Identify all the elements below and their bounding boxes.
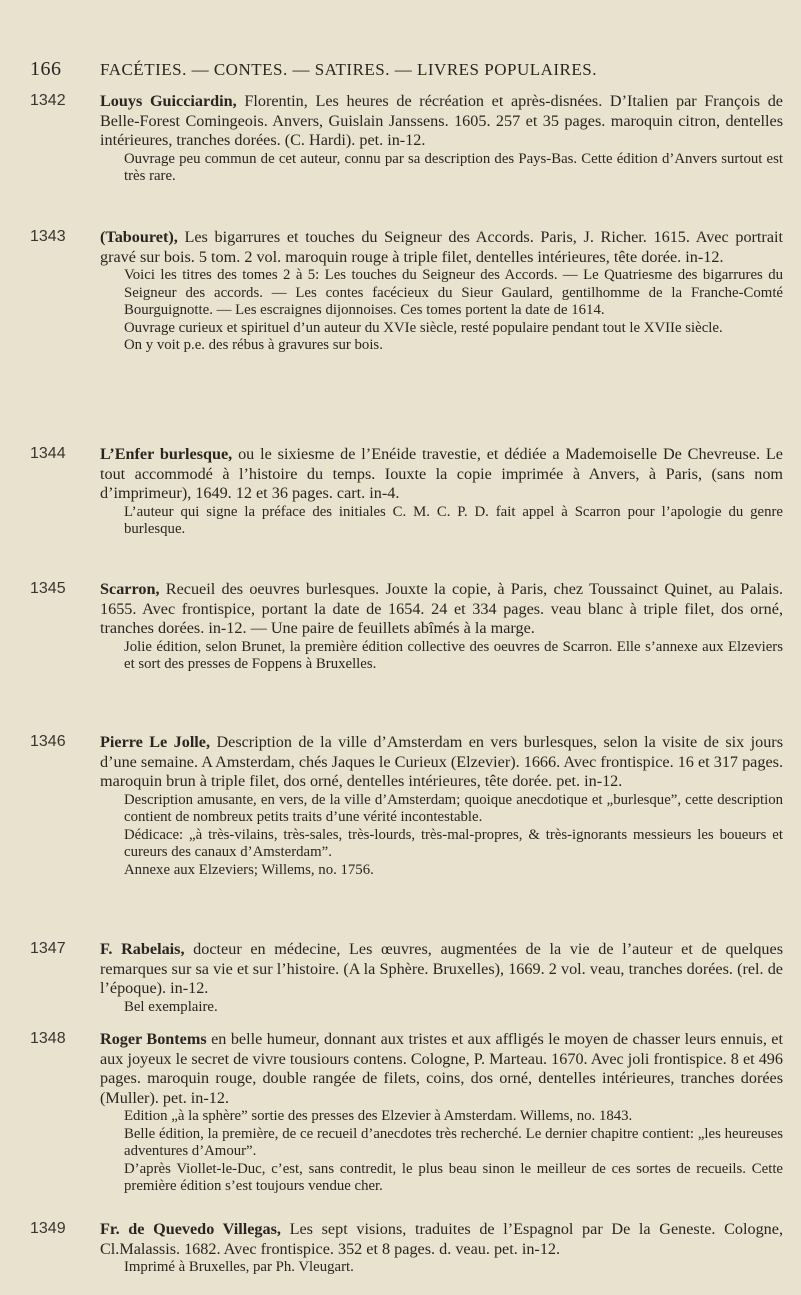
entry-author: Roger Bontems (100, 1030, 207, 1048)
lot-number: 1349 (30, 1220, 66, 1237)
entry-text: Florentin, Les heures de récréation et après-disnées. D’Italien par François de Belle-Forest Comingeois. Anvers, Guislain Janssens. 1605. 257 et 35 pages. maroquin citron, dentelles intérieures, tranches dorées. (C. Hardi). pet. in-12. (100, 92, 783, 150)
entry-author: L’Enfer burlesque, (100, 445, 233, 463)
lot-number: 1345 (30, 580, 66, 597)
entry-body (100, 1220, 783, 1277)
entry-note: Jolie édition, selon Brunet, la première édition collective des oeuvres de Scarron. Elle s’annexe aux Elzeviers et sort des presses de Foppens à Bruxelles. (124, 638, 783, 673)
lot-number: 1346 (30, 733, 66, 750)
entry-note: Bel exemplaire. (124, 998, 218, 1015)
entry-body (100, 940, 783, 1016)
entry-body (100, 92, 783, 186)
entry-text: ou le sixiesme de l’Enéide travestie, et dédiée a Mademoiselle De Chevreuse. Le tout accommodé à l’histoire du temps. Iouxte la copie imprimée à Anvers, à Paris, (sans nom d’imprimeur), 1649. 12 et 36 pages. cart. in-4. (100, 445, 783, 503)
entry-text: docteur en médecine, Les œuvres, augmentées de la vie de l’auteur et de quelques remarques sur sa vie et sur l’histoire. (A la Sphère. Bruxelles), 1669. 2 vol. veau, tranches dorées. (rel. de l’époque). in-12. (100, 940, 783, 998)
lot-number: 1342 (30, 92, 66, 109)
entry-body (100, 228, 783, 355)
entry-note: Voici les titres des tomes 2 à 5: Les touches du Seigneur des Accords. — Le Quatriesme des bigarrures du Seigneur des accords. — Les contes facécieux du Sieur Gaulard, gentilhomme de la Franche-Comté Bourguignotte. — Les escraignes dijonnoises. Ces tomes portent la date de 1614. (124, 267, 783, 319)
lot-number: 1344 (30, 445, 66, 462)
entry-note: Belle édition, la première, de ce recueil d’anecdotes très recherché. Le dernier chapitre contient: „les heureuses adventures d’Amour”. (124, 1125, 783, 1160)
entry-note: Ouvrage peu commun de cet auteur, connu par sa description des Pays-Bas. Cette édition d’Anvers surtout est très rare. (124, 150, 783, 185)
entry-author: Louys Guicciardin, (100, 92, 237, 110)
entry-text: Les bigarrures et touches du Seigneur des Accords. Paris, J. Richer. 1615. Avec portrait gravé sur bois. 5 tom. 2 vol. maroquin rouge à triple filet, dentelles intérieures, tête dorée. in-12. (100, 228, 783, 266)
entry-note: Edition „à la sphère” sortie des presses des Elzevier à Amsterdam. Willems, no. 1843. (124, 1108, 633, 1125)
entry-note: Annexe aux Elzeviers; Willems, no. 1756. (124, 861, 374, 878)
entry-author: Fr. de Quevedo Villegas, (100, 1220, 281, 1238)
entry-note: D’après Viollet-le-Duc, c’est, sans contredit, le plus beau sinon le meilleur de ces sortes de recueils. Cette première édition s’est toujours vendue cher. (124, 1160, 783, 1195)
entry-note: Description amusante, en vers, de la ville d’Amsterdam; quoique anecdotique et „burlesque”, cette description contient de nombreux petits traits d’une vérité incontestable. (124, 791, 783, 826)
lot-number: 1347 (30, 940, 66, 957)
lot-number: 1348 (30, 1030, 66, 1047)
entry-text: en belle humeur, donnant aux tristes et aux affligés le moyen de chasser leurs ennuis, et aux joyeux le secret de vivre tousiours contens. Cologne, P. Marteau. 1670. Avec joli frontispice. 8 et 496 pages. maroquin rouge, double rangée de filets, coins, dos orné, dentelles intérieures, tranches dorées (Muller). pet. in-12. (100, 1030, 783, 1107)
entry-note: Dédicace: „à très-vilains, très-sales, très-lourds, très-mal-propres, & très-ignorants messieurs les boueurs et cureurs des canaux d’Amsterdam”. (124, 826, 783, 861)
running-title: FACÉTIES. — CONTES. — SATIRES. — LIVRES POPULAIRES. (100, 60, 597, 79)
page-number: 166 (30, 58, 62, 80)
entry-author: (Tabouret), (100, 228, 178, 246)
entry-text: Description de la ville d’Amsterdam en vers burlesques, selon la visite de six jours d’une semaine. A Amsterdam, chés Jaques le Curieux (Elzevier). 1666. Avec frontispice. 16 et 317 pages. maroquin brun à triple filet, dos orné, dentelles intérieures, tête dorée. pet. in-12. (100, 733, 783, 791)
entry-body (100, 733, 783, 879)
entry-note: Imprimé à Bruxelles, par Ph. Vleugart. (124, 1259, 354, 1276)
entry-note: L’auteur qui signe la préface des initiales C. M. C. P. D. fait appel à Scarron pour l’apologie du genre burlesque. (124, 503, 783, 538)
entry-note: Ouvrage curieux et spirituel d’un auteur du XVIe siècle, resté populaire pendant tout le XVIIe siècle. (124, 319, 723, 336)
entry-body (100, 445, 783, 539)
entry-body (100, 580, 783, 674)
running-header (30, 58, 781, 81)
entry-text: Les sept visions, traduites de l’Espagnol par De la Geneste. Cologne, Cl.Malassis. 1682. Avec frontispice. 352 et 8 pages. d. veau. pet. in-12. (100, 1220, 783, 1258)
entry-author: F. Rabelais, (100, 940, 185, 958)
entry-body (100, 1030, 783, 1196)
entry-author: Pierre Le Jolle, (100, 733, 211, 751)
entry-author: Scarron, (100, 580, 160, 598)
lot-number: 1343 (30, 228, 66, 245)
entry-note: On y voit p.e. des rébus à gravures sur bois. (124, 337, 383, 354)
entry-text: Recueil des oeuvres burlesques. Jouxte la copie, à Paris, chez Toussainct Quinet, au Palais. 1655. Avec frontispice, portant la date de 1654. 24 et 334 pages. veau blanc à triple filet, dos orné, tranches dorées. in-12. — Une paire de feuillets abîmés à la marge. (100, 580, 783, 638)
